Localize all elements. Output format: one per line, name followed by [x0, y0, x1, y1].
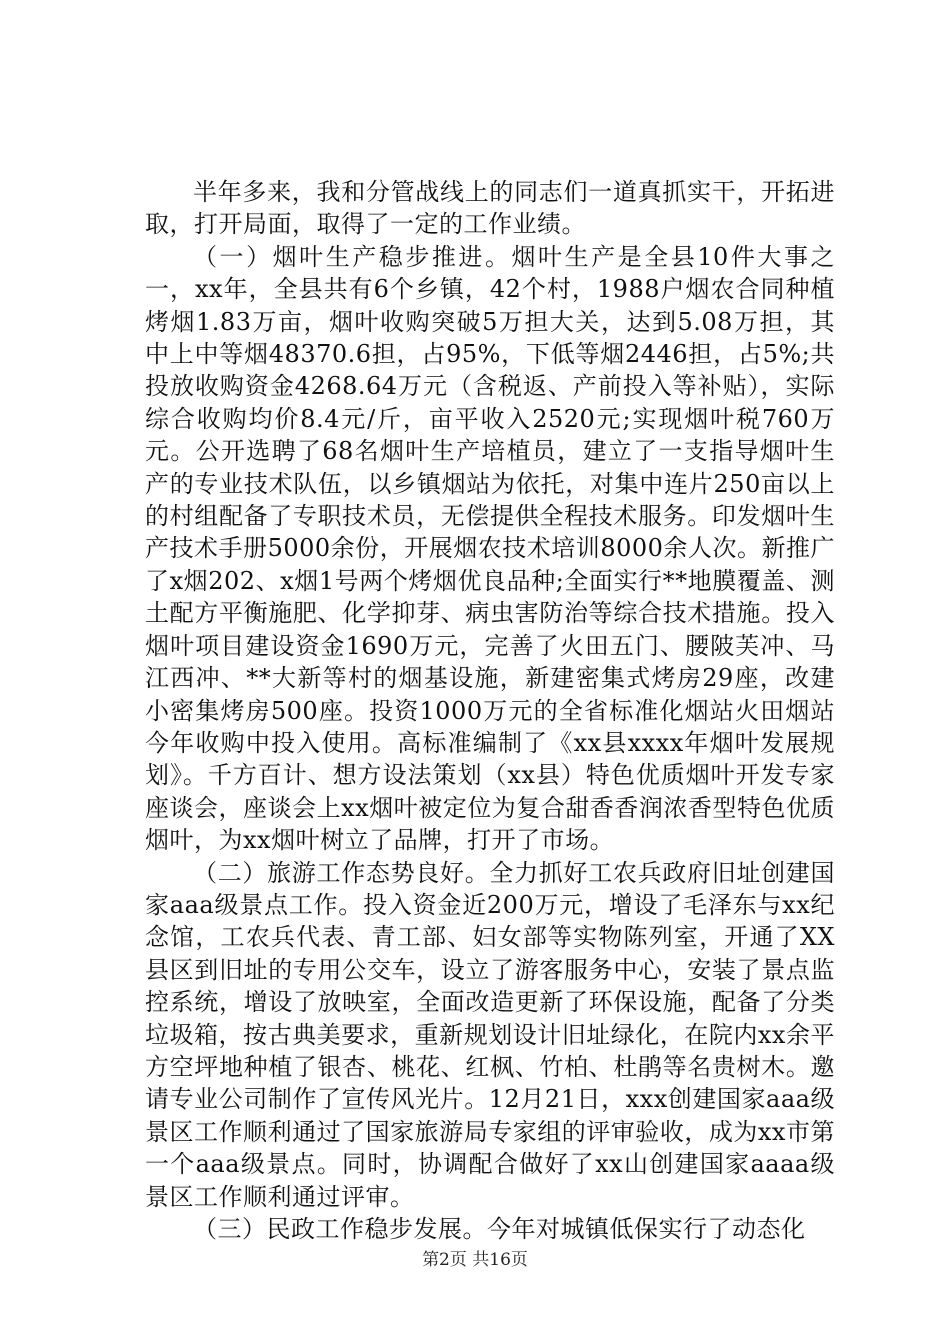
paragraph-intro: 半年多来，我和分管战线上的同志们一道真抓实干，开拓进取，打开局面，取得了一定的工作业绩。 [145, 178, 835, 239]
paragraph-tourism: （二）旅游工作态势良好。全力抓好工农兵政府旧址创建国家aaa级景点工作。投入资金近200万元，增设了毛泽东与xx纪念馆，工农兵代表、青工部、妇女部等实物陈列室，开通了XX县区到旧址的专用公交车，设立了游客服务中心，安装了景点监控系统，增设了放映室，全面改造更新了环保设施，配备了分类垃圾箱，按古典美要求，重新规划设计旧址绿化，在院内xx余平方空坪地种植了银杏、桃花、红枫、竹柏、杜鹃等名贵树木。邀请专业公司制作了宣传风光片。12月21日，xxx创建国家aaa级景区工作顺利通过了国家旅游局专家组的评审验收，成为xx市第一个aaa级景点。同时，协调配合做好了xx山创建国家aaaa级景区工作顺利通过评审。 [145, 858, 835, 1211]
paragraph-tobacco: （一）烟叶生产稳步推进。烟叶生产是全县10件大事之一，xx年，全县共有6个乡镇，42个村，1988户烟农合同种植烤烟1.83万亩，烟叶收购突破5万担大关，达到5.08万担，其中上中等烟48370.6担，占95%，下低等烟2446担，占5%;共投放收购资金4268.64万元（含税返、产前投入等补贴），实际综合收购均价8.4元/斤，亩平收入2520元;实现烟叶税760万元。公开选聘了68名烟叶生产培植员，建立了一支指导烟叶生产的专业技术队伍，以乡镇烟站为依托，对集中连片250亩以上的村组配备了专职技术员，无偿提供全程技术服务。印发烟叶生产技术手册5000余份，开展烟农技术培训8000余人次。新推广了x烟202、x烟1号两个烤烟优良品种;全面实行**地膜覆盖、测土配方平衡施肥、化学抑芽、病虫害防治等综合技术措施。投入烟叶项目建设资金1690万元，完善了火田五门、腰陂芙冲、马江西冲、**大新等村的烟基设施，新建密集式烤房29座，改建小密集烤房500座。投资1000万元的全省标准化烟站火田烟站今年收购中投入使用。高标准编制了《xx县xxxx年烟叶发展规划》。千方百计、想方设法策划（xx县）特色优质烟叶开发专家座谈会，座谈会上xx烟叶被定位为复合甜香香润浓香型特色优质烟叶，为xx烟叶树立了品牌，打开了市场。 [145, 242, 835, 855]
page-number-label: 第2页 共16页 [422, 1250, 528, 1270]
paragraph-civil-affairs: （三）民政工作稳步发展。今年对城镇低保实行了动态化 [193, 1215, 806, 1243]
body-text [145, 176, 835, 1245]
page-footer [0, 1245, 950, 1270]
